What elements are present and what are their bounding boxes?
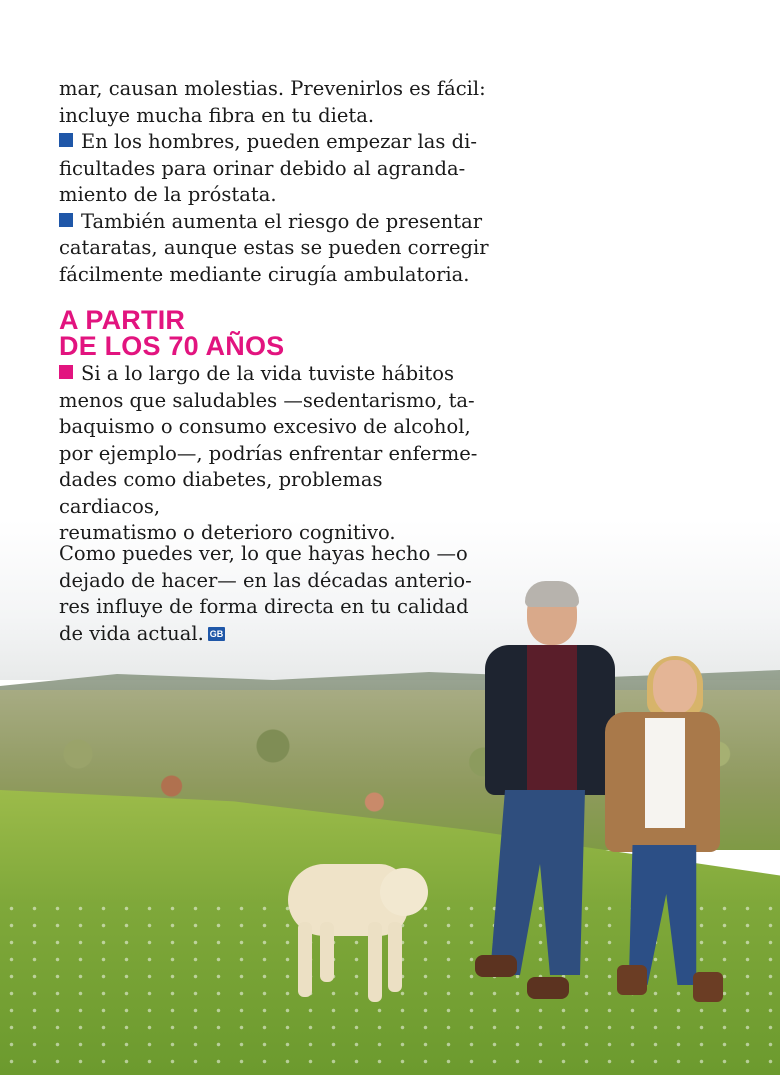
gb-end-mark-icon: GB [209, 628, 224, 639]
bullet-item-prostate [59, 129, 489, 209]
square-bullet-icon [59, 365, 73, 379]
square-bullet-icon [59, 213, 73, 227]
bullet-text: Si a lo largo de la vida tuviste hábitos menos que saludables —sedentarismo, ta- baquismo o consumo excesivo de alcohol, por ejemplo—, podrías enfrentar enferme- dades como diabetes, problemas cardiacos, reumatismo o deterioro cognitivo. [59, 362, 478, 544]
intro-paragraph: mar, causan molestias. Prevenirlos es fácil: incluye mucha fibra en tu dieta. [59, 77, 486, 127]
closing-text: Como puedes ver, lo que hayas hecho —o dejado de hacer— en las décadas anterio- res influye de forma directa en tu calidad de vida actual. [59, 542, 472, 645]
woman-walking [595, 660, 735, 1010]
bullet-item-habits [59, 361, 489, 547]
square-bullet-icon [59, 133, 73, 147]
section-heading: A PARTIR DE LOS 70 AÑOS [59, 305, 285, 361]
bullet-text: También aumenta el riesgo de presentar cataratas, aunque estas se pueden corregir fácilmente mediante cirugía ambulatoria. [59, 209, 489, 286]
golden-retriever [288, 852, 438, 1002]
bullet-text: En los hombres, pueden empezar las di- ficultades para orinar debido al agranda- miento de la próstata. [59, 130, 477, 206]
closing-paragraph [59, 541, 499, 647]
article-body [59, 76, 489, 288]
section-70-body [59, 361, 489, 547]
bullet-item-cataracts [59, 209, 489, 289]
